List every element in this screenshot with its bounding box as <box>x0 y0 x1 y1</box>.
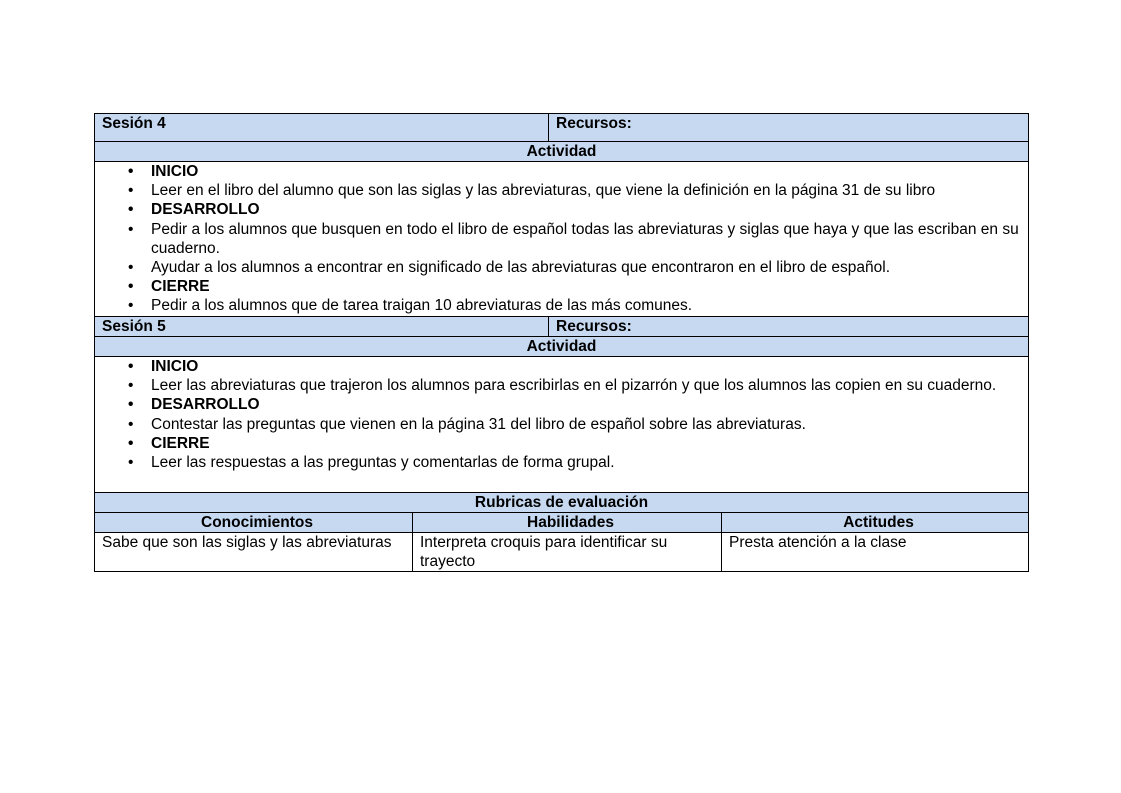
bullet-icon: • <box>128 278 134 296</box>
activity-item-text: Pedir a los alumnos que de tarea traigan 10 abreviaturas de las más comunes. <box>151 297 693 315</box>
activity-item-text: INICIO <box>151 358 199 375</box>
bullet-icon: • <box>128 377 134 395</box>
activity-item-text: Ayudar a los alumnos a encontrar en significado de las abreviaturas que encontraron en el libro de español. <box>151 259 891 277</box>
activity-item <box>128 258 1028 277</box>
activity-item-text: DESARROLLO <box>151 201 260 219</box>
session-4-activity-content <box>95 162 1029 317</box>
bullet-icon: • <box>128 201 134 219</box>
lesson-plan-table <box>94 113 1029 572</box>
activity-item-text: Contestar las preguntas que vienen en la página 31 del libro de español sobre las abreviaturas. <box>151 415 806 433</box>
session-5-activity-row <box>95 337 1029 357</box>
rubric-value-actitudes: Presta atención a la clase <box>722 533 1029 572</box>
activity-item <box>128 415 1028 434</box>
bullet-icon: • <box>128 454 134 472</box>
bullet-icon: • <box>128 396 134 414</box>
activity-item <box>128 220 1028 258</box>
activity-item <box>128 296 1028 315</box>
session-4-activity-row <box>95 142 1029 162</box>
activity-item-text: DESARROLLO <box>151 396 260 414</box>
session-4-activity-label: Actividad <box>95 142 1029 162</box>
activity-item <box>128 162 1028 181</box>
activity-item <box>128 376 1028 395</box>
bullet-icon: • <box>128 182 134 200</box>
activity-item-text: Leer las abreviaturas que trajeron los alumnos para escribirlas en el pizarrón y que los alumnos las copien en su cuaderno. <box>151 377 997 395</box>
activity-item <box>128 357 1028 376</box>
activity-item-text: Leer las respuestas a las preguntas y comentarlas de forma grupal. <box>151 454 615 472</box>
bullet-icon: • <box>128 163 134 180</box>
bullet-icon: • <box>128 415 134 433</box>
session-4-activity-list <box>103 162 1028 316</box>
bullet-icon: • <box>128 297 134 315</box>
rubric-values-row <box>95 533 1029 572</box>
activity-item-text: CIERRE <box>151 278 210 296</box>
rubric-header-habilidades: Habilidades <box>413 513 722 533</box>
session-4-content-row <box>95 162 1029 317</box>
session-5-header-row <box>95 317 1029 337</box>
activity-item-text: CIERRE <box>151 434 210 452</box>
activity-item-text: Leer en el libro del alumno que son las siglas y las abreviaturas, que viene la definición en la página 31 de su libro <box>151 182 936 200</box>
lesson-plan-document <box>94 113 1028 572</box>
activity-item-text: INICIO <box>151 163 199 180</box>
session-5-activity-label: Actividad <box>95 337 1029 357</box>
activity-item <box>128 200 1028 219</box>
session-5-title: Sesión 5 <box>95 317 549 337</box>
session-5-activity-list <box>103 357 1028 472</box>
bullet-icon: • <box>128 358 134 375</box>
activity-item <box>128 181 1028 200</box>
rubric-header-row <box>95 513 1029 533</box>
session-5-content-row <box>95 357 1029 493</box>
bullet-icon: • <box>128 434 134 452</box>
rubric-value-conocimientos: Sabe que son las siglas y las abreviaturas <box>95 533 413 572</box>
session-5-activity-content <box>95 357 1029 493</box>
rubric-title: Rubricas de evaluación <box>95 493 1029 513</box>
activity-item <box>128 395 1028 414</box>
session-4-header-row <box>95 114 1029 142</box>
rubric-header-conocimientos: Conocimientos <box>95 513 413 533</box>
rubric-header-actitudes: Actitudes <box>722 513 1029 533</box>
activity-item <box>128 434 1028 453</box>
rubric-value-habilidades: Interpreta croquis para identificar su trayecto <box>413 533 722 572</box>
session-5-resources-label: Recursos: <box>549 317 1029 337</box>
session-4-resources-label: Recursos: <box>549 114 1029 142</box>
activity-item <box>128 277 1028 296</box>
bullet-icon: • <box>128 220 134 238</box>
bullet-icon: • <box>128 259 134 277</box>
activity-item-text: Pedir a los alumnos que busquen en todo el libro de español todas las abreviaturas y siglas que haya y que las escriban en su cuaderno. <box>151 220 1019 257</box>
rubric-title-row <box>95 493 1029 513</box>
session-4-title: Sesión 4 <box>95 114 549 142</box>
activity-item <box>128 453 1028 472</box>
